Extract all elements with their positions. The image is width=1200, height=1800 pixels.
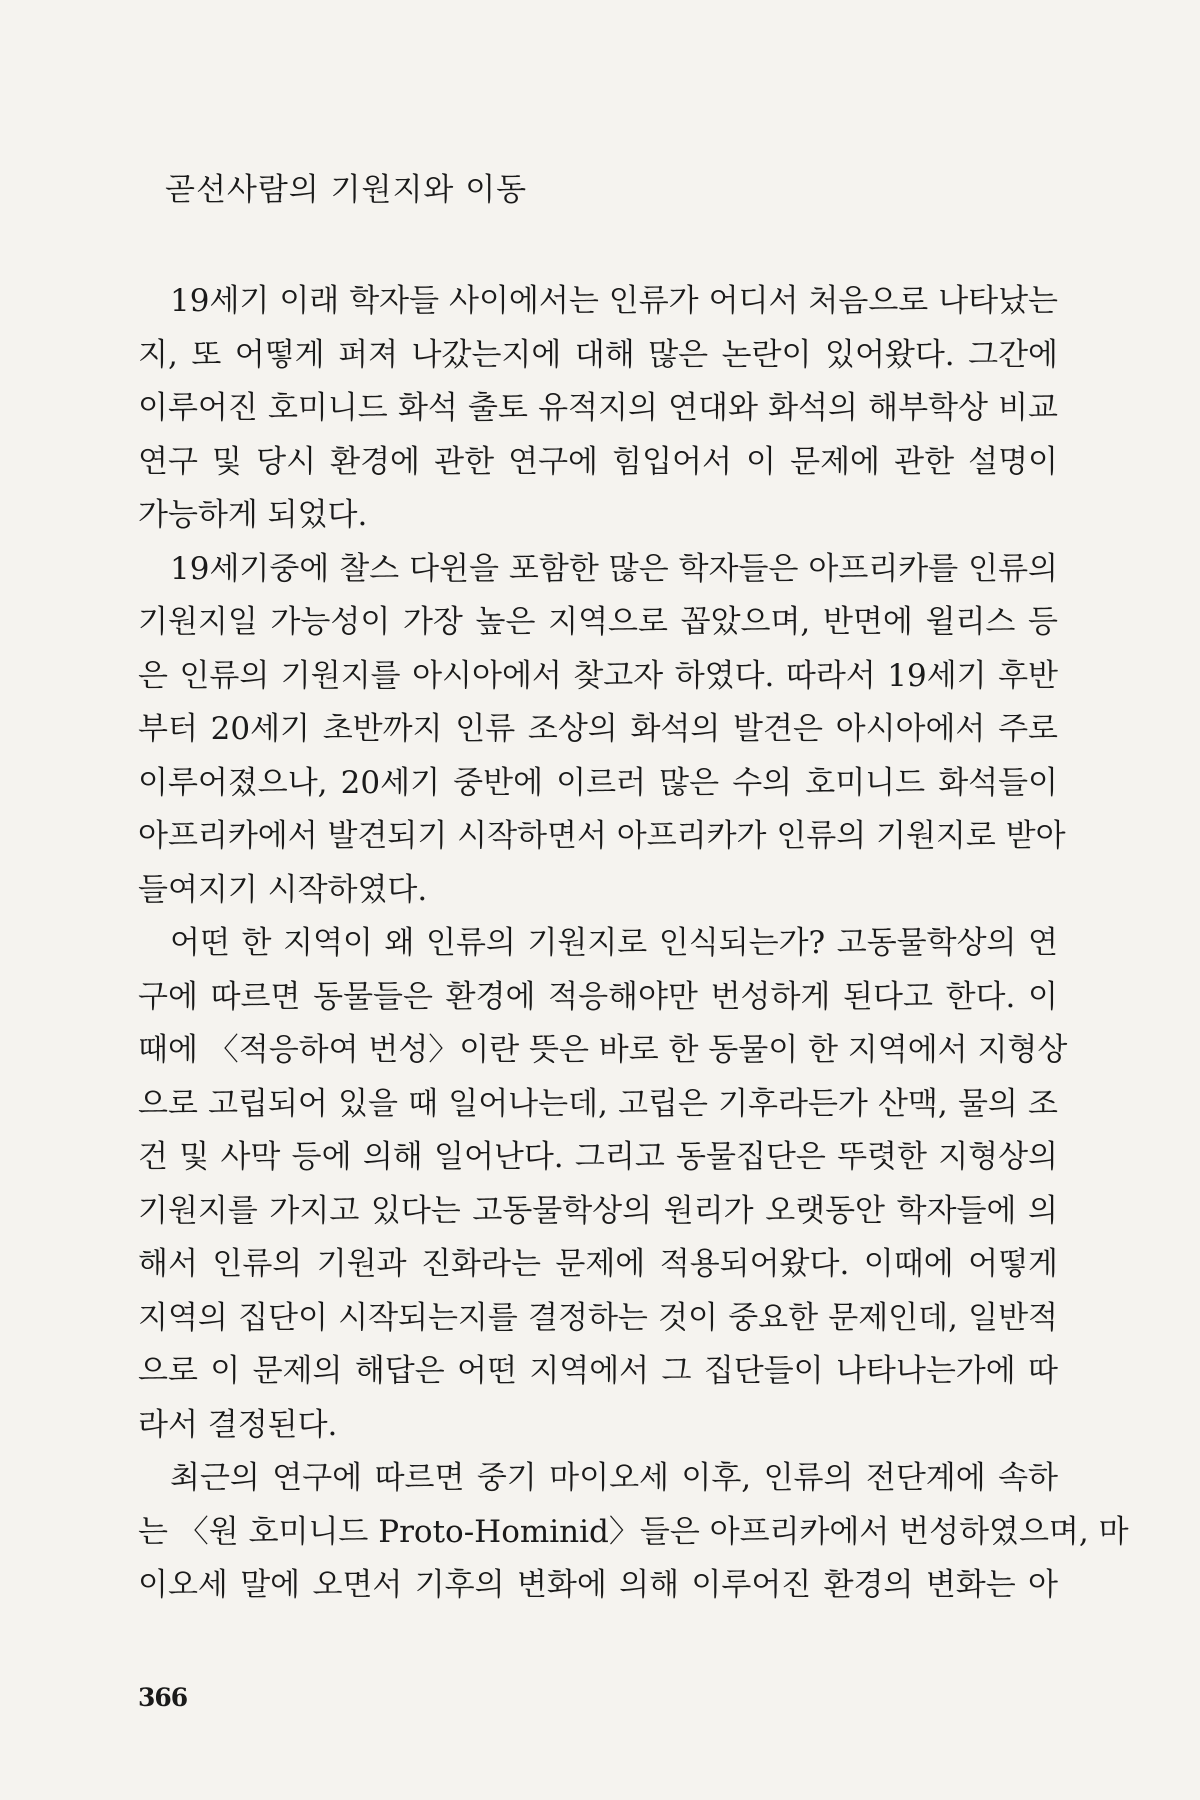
text-line: 는 〈원 호미니드 Proto-Hominid〉들은 아프리카에서 번성하였으며, 마 (138, 1513, 1129, 1550)
text-line: 때에 〈적응하여 번성〉이란 뜻은 바로 한 동물이 한 지역에서 지형상 (138, 1032, 1068, 1068)
text-line: 지, 또 어떻게 퍼져 나갔는지에 대해 많은 논란이 있어왔다. 그간에 (138, 336, 1058, 373)
paragraph-3 (138, 917, 1068, 1452)
text-line: 이루어진 호미니드 화석 출토 유적지의 연대와 화석의 해부학상 비교 (138, 390, 1058, 426)
text-line: 은 인류의 기원지를 아시아에서 찾고자 하였다. 따라서 19세기 후반 (138, 657, 1058, 694)
text-line: 이루어졌으나, 20세기 중반에 이르러 많은 수의 호미니드 화석들이 (138, 764, 1058, 801)
text-line: 라서 결정된다. (138, 1406, 338, 1443)
text-line: 건 및 사막 등에 의해 일어난다. 그리고 동물집단은 뚜렷한 지형상의 (138, 1139, 1058, 1175)
text-line: 어떤 한 지역이 왜 인류의 기원지로 인식되는가? 고동물학상의 연 (170, 925, 1058, 961)
text-line: 해서 인류의 기원과 진화라는 문제에 적용되어왔다. 이때에 어떻게 (138, 1246, 1058, 1282)
text-line: 19세기중에 찰스 다윈을 포함한 많은 학자들은 아프리카를 인류의 (170, 550, 1058, 587)
text-line: 구에 따르면 동물들은 환경에 적응해야만 번성하게 된다고 한다. 이 (138, 978, 1058, 1015)
paragraph-1 (138, 275, 1058, 543)
text-line: 기원지를 가지고 있다는 고동물학상의 원리가 오랫동안 학자들에 의 (138, 1192, 1058, 1229)
body-text (138, 275, 1129, 1613)
text-line: 들여지기 시작하였다. (138, 871, 428, 908)
text-line: 연구 및 당시 환경에 관한 연구에 힘입어서 이 문제에 관한 설명이 (138, 443, 1058, 480)
text-line: 기원지일 가능성이 가장 높은 지역으로 꼽았으며, 반면에 윌리스 등 (138, 604, 1058, 640)
page-number: 366 (138, 1683, 188, 1712)
text-line: 가능하게 되었다. (138, 497, 368, 533)
text-line: 19세기 이래 학자들 사이에서는 인류가 어디서 처음으로 나타났는 (170, 283, 1058, 319)
paragraph-4 (138, 1452, 1129, 1613)
paragraph-2 (138, 543, 1066, 918)
text-line: 지역의 집단이 시작되는지를 결정하는 것이 중요한 문제인데, 일반적 (138, 1299, 1058, 1336)
text-line: 최근의 연구에 따르면 중기 마이오세 이후, 인류의 전단계에 속하 (170, 1460, 1058, 1496)
text-line: 아프리카에서 발견되기 시작하면서 아프리카가 인류의 기원지로 받아 (138, 818, 1066, 854)
section-title: 곧선사람의 기원지와 이동 (165, 172, 528, 208)
text-line: 으로 고립되어 있을 때 일어나는데, 고립은 기후라든가 산맥, 물의 조 (138, 1085, 1058, 1122)
text-line: 이오세 말에 오면서 기후의 변화에 의해 이루어진 환경의 변화는 아 (138, 1567, 1058, 1603)
text-line: 으로 이 문제의 해답은 어떤 지역에서 그 집단들이 나타나는가에 따 (138, 1353, 1058, 1389)
text-line: 부터 20세기 초반까지 인류 조상의 화석의 발견은 아시아에서 주로 (138, 711, 1058, 747)
